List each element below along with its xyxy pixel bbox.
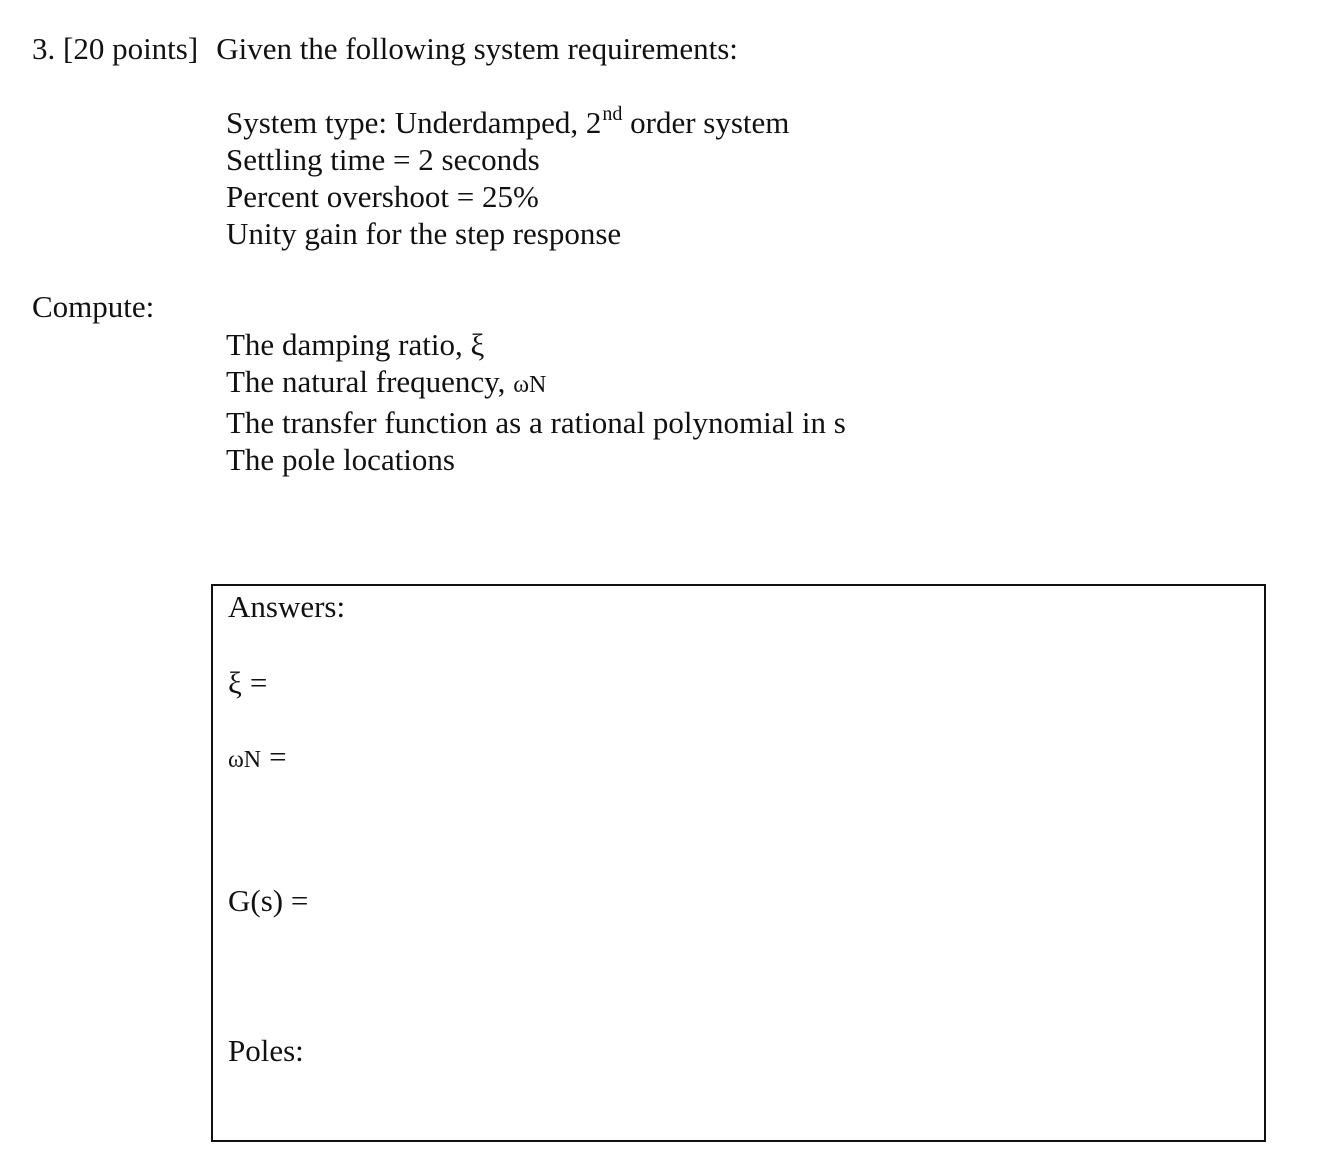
system-type-suffix: order system: [630, 105, 790, 140]
xi-equals: =: [249, 665, 268, 700]
answers-title: Answers:: [228, 589, 346, 624]
compute-natural-frequency: [226, 363, 846, 404]
natural-frequency-symbol: ωN: [513, 372, 547, 398]
answer-poles-row[interactable]: Poles:: [228, 1033, 304, 1068]
question-prompt: Given the following system requirements:: [216, 31, 738, 66]
system-type-prefix: System type: Underdamped, 2: [226, 105, 602, 140]
answer-xi-row[interactable]: [228, 664, 267, 701]
requirement-gain: Unity gain for the step response: [226, 216, 622, 251]
answer-transfer-function-row[interactable]: G(s) =: [228, 883, 309, 918]
answer-wn-row[interactable]: [228, 738, 287, 779]
xi-symbol: ξ: [228, 665, 242, 700]
compute-poles: The pole locations: [226, 442, 455, 477]
question-heading: [32, 30, 738, 67]
wn-symbol: ωN: [228, 747, 262, 773]
system-type-superscript: nd: [602, 102, 623, 125]
compute-list: [226, 326, 846, 478]
natural-frequency-text: The natural frequency,: [226, 364, 506, 399]
compute-damping-ratio: The damping ratio, ξ: [226, 327, 485, 362]
compute-label: Compute:: [32, 289, 155, 324]
question-points: [20 points]: [63, 31, 199, 66]
answer-box[interactable]: [211, 584, 1266, 1142]
requirement-system-type: [226, 104, 789, 141]
requirements-list: [226, 104, 789, 252]
requirement-overshoot: Percent overshoot = 25%: [226, 179, 539, 214]
question-number: 3.: [32, 31, 56, 66]
requirement-settling-time: Settling time = 2 seconds: [226, 142, 540, 177]
compute-transfer-function: The transfer function as a rational polynomial in s: [226, 405, 846, 440]
wn-equals: =: [269, 739, 287, 774]
